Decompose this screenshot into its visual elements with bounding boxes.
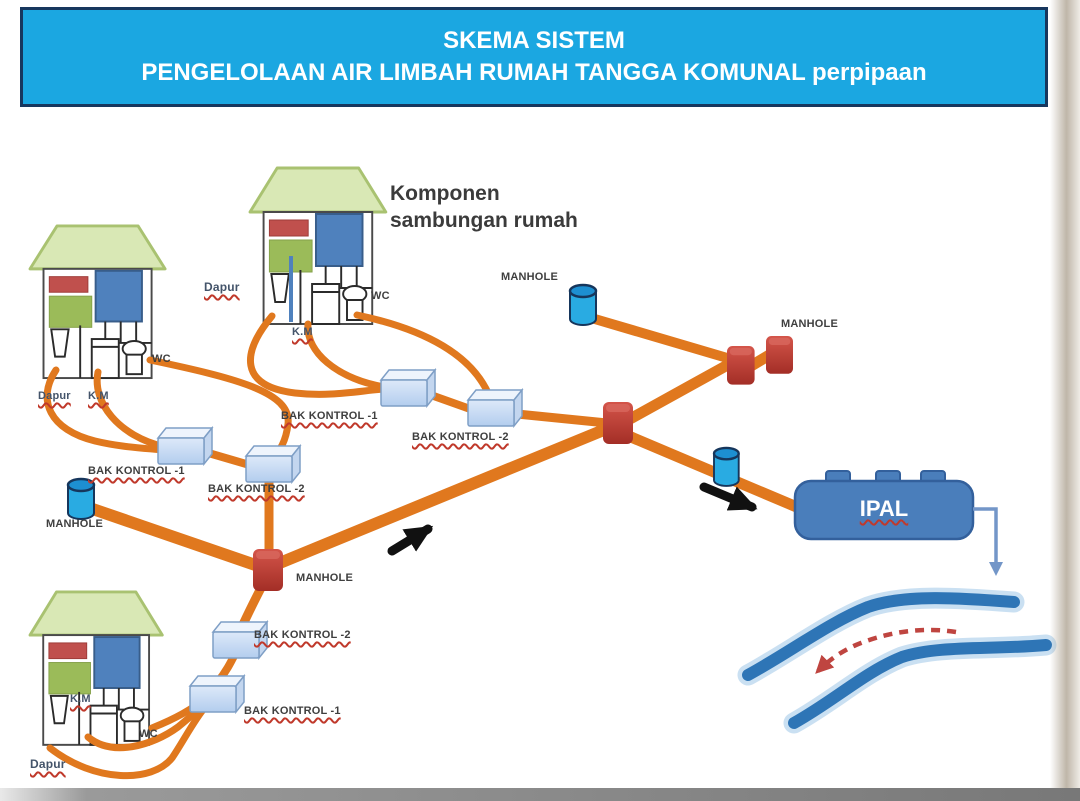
label-manhole-center: MANHOLE (296, 572, 354, 584)
manhole-cylinder-ipal (714, 448, 739, 486)
flow-arrow-main (392, 529, 428, 551)
pipe-junction-manholeA (630, 362, 733, 419)
bak-kontrol-2-box-h2 (468, 390, 522, 426)
label-dapur-house1: Dapur (38, 390, 71, 402)
pipe-cylinderT-manholeA (588, 317, 734, 360)
manhole-cube-junction (603, 402, 633, 444)
river (748, 598, 1046, 723)
label-wc-house2: WC (371, 290, 390, 302)
title-line-2: PENGELOLAAN AIR LIMBAH RUMAH TANGGA KOMUNAL perpipaan (141, 59, 927, 86)
label-km-house2: K.M (292, 326, 313, 338)
note-line-2: sambungan rumah (390, 209, 578, 233)
label-bak2-house2: BAK KONTROL -2 (412, 431, 509, 443)
pipe-bak2b-junction (517, 414, 607, 423)
label-manhole-left: MANHOLE (46, 518, 104, 530)
house-bottom-left (30, 592, 162, 745)
manhole-cube-right-b (766, 336, 793, 374)
label-bak1-house1: BAK KONTROL -1 (88, 465, 185, 477)
manhole-cylinder-left (68, 479, 94, 519)
label-dapur-house2: Dapur (204, 280, 240, 294)
label-wc-house3: WC (139, 728, 158, 740)
label-wc-house1: WC (152, 353, 171, 365)
manhole-cube-right-a (727, 346, 755, 385)
house-connection-note (390, 180, 578, 235)
label-bak1-house3: BAK KONTROL -1 (244, 705, 341, 717)
label-manhole-right: MANHOLE (781, 318, 839, 330)
pipe-h2-km (308, 324, 384, 387)
manhole-cylinder-top (570, 285, 596, 325)
label-km-house3: K.M (70, 693, 91, 705)
manhole-cube-center-left (253, 549, 283, 591)
label-dapur-house3: Dapur (30, 757, 66, 771)
pipe-h1-km (97, 372, 165, 447)
label-km-house1: K.M (88, 390, 109, 402)
page-shadow-bottom (0, 788, 1080, 801)
label-bak1-house2: BAK KONTROL -1 (281, 410, 378, 422)
title-line-1: SKEMA SISTEM (443, 26, 625, 54)
page-shadow-right (1050, 0, 1080, 801)
bak-kontrol-1-box-h3 (190, 676, 244, 712)
label-bak2-house1: BAK KONTROL -2 (208, 483, 305, 495)
bak-kontrol-1-box-h1 (158, 428, 212, 464)
title-banner (20, 7, 1048, 107)
house-top-middle (250, 168, 386, 324)
effluent-arrow (973, 509, 996, 572)
house-top-left (30, 226, 165, 378)
label-ipal: IPAL (859, 496, 909, 521)
pipe-main-trunk (270, 425, 616, 567)
note-line-1: Komponen (390, 182, 500, 205)
label-bak2-house3: BAK KONTROL -2 (254, 629, 351, 641)
pipe-cylinder-manhole (84, 506, 264, 568)
bak-kontrol-2-box-h1 (246, 446, 300, 482)
label-manhole-top: MANHOLE (501, 271, 559, 283)
bak-kontrol-1-box-h2 (381, 370, 435, 406)
